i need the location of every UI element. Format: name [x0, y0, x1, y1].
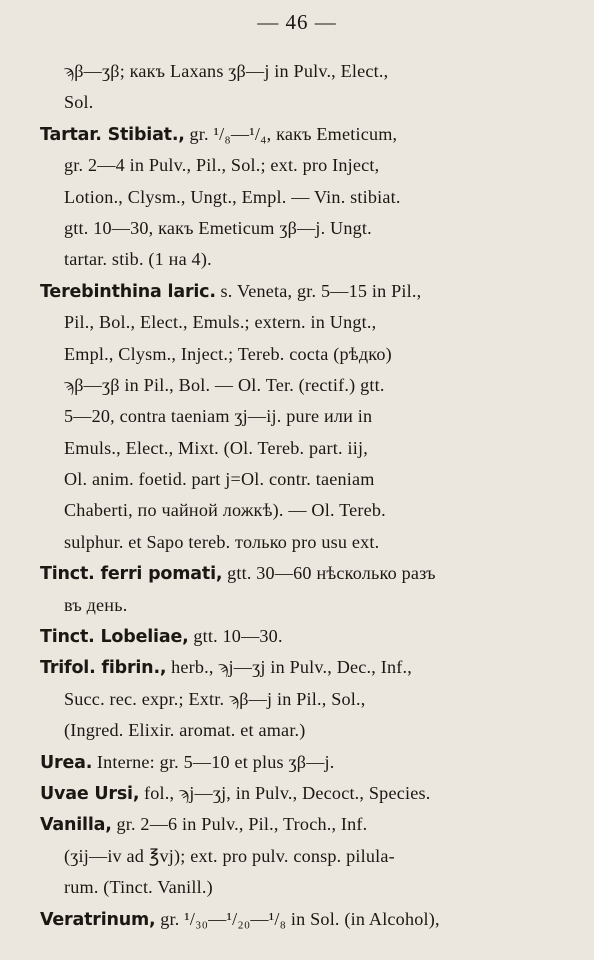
line-text: fol., ϡj—ʒj, in Pulv., Decoct., Species.: [139, 782, 431, 803]
line-text: Pil., Bol., Elect., Emuls.; extern. in Ungt.,: [64, 312, 377, 333]
line-text: Chaberti, по чайной ложкѣ). — Ol. Tereb.: [64, 500, 386, 521]
line-text: ϡβ—ʒβ; какъ Laxans ʒβ—j in Pulv., Elect.,: [64, 61, 389, 81]
line-text: gr. ¹/₃₀—¹/₂₀—¹/₈ in Sol. (in Alcohol),: [155, 908, 440, 929]
line-text: (Ingred. Elixir. aromat. et amar.): [64, 720, 306, 741]
entry-line: [0, 778, 594, 809]
text-line: [0, 841, 594, 872]
text-line: [0, 307, 594, 338]
text-block: [0, 56, 594, 935]
entry-line: [0, 276, 594, 307]
line-text: gtt. 10—30.: [188, 626, 283, 647]
text-line: [0, 213, 594, 244]
entry-line: [0, 621, 594, 652]
line-text: ϡβ—ʒβ in Pil., Bol. — Ol. Ter. (rectif.) gtt.: [64, 374, 385, 395]
line-text: въ день.: [64, 594, 128, 615]
text-line: [0, 370, 594, 401]
entry-headword: Trifol. fibrin.,: [40, 658, 167, 679]
entry-line: [0, 558, 594, 589]
entry-headword: Tinct. Lobeliae,: [40, 627, 189, 648]
line-text: gr. 2—4 in Pulv., Pil., Sol.; ext. pro Inject,: [64, 155, 380, 176]
text-line: [0, 182, 594, 213]
entry-line: [0, 747, 594, 778]
text-line: [0, 715, 594, 746]
text-line: [0, 464, 594, 495]
line-text: sulphur. et Sapo tereb. только pro usu ext.: [64, 531, 380, 552]
entry-line: [0, 119, 594, 150]
entry-headword: Urea.: [40, 752, 93, 773]
line-text: s. Veneta, gr. 5—15 in Pil.,: [215, 280, 422, 301]
entry-headword: Veratrinum,: [40, 909, 156, 930]
text-line: [0, 56, 594, 87]
line-text: (ʒij—iv ad ℥vj); ext. pro pulv. consp. pilula-: [64, 845, 395, 866]
line-text: gtt. 30—60 нѣсколько разъ: [222, 563, 436, 584]
text-line: [0, 433, 594, 464]
entry-headword: Terebinthina laric.: [40, 281, 216, 302]
line-text: 5—20, contra taeniam ʒj—ij. pure или in: [64, 406, 373, 427]
line-text: tartar. stib. (1 на 4).: [64, 249, 212, 270]
text-line: [0, 684, 594, 715]
text-line: [0, 401, 594, 432]
page-number: — 46 —: [257, 10, 337, 34]
line-text: Lotion., Clysm., Ungt., Empl. — Vin. stibiat.: [64, 186, 401, 207]
text-line: [0, 872, 594, 903]
line-text: Empl., Clysm., Inject.; Tereb. cocta (рѣдко): [64, 343, 392, 364]
entry-headword: Tartar. Stibiat.,: [40, 124, 185, 145]
line-text: gtt. 10—30, какъ Emeticum ʒβ—j. Ungt.: [64, 217, 372, 238]
text-line: [0, 527, 594, 558]
entry-line: [0, 904, 594, 935]
line-text: Interne: gr. 5—10 et plus ʒβ—j.: [92, 751, 335, 772]
text-line: [0, 244, 594, 275]
text-line: [0, 590, 594, 621]
line-text: rum. (Tinct. Vanill.): [64, 877, 213, 898]
entry-headword: Vanilla,: [40, 815, 112, 836]
entry-headword: Tinct. ferri pomati,: [40, 564, 223, 585]
text-line: [0, 339, 594, 370]
line-text: gr. ¹/₈—¹/₄, какъ Emeticum,: [184, 123, 398, 144]
line-text: Emuls., Elect., Mixt. (Ol. Tereb. part. iij,: [64, 437, 368, 458]
line-text: herb., ϡj—ʒj in Pulv., Dec., Inf.,: [166, 657, 412, 678]
line-text: gr. 2—6 in Pulv., Pil., Troch., Inf.: [111, 814, 368, 835]
line-text: Succ. rec. expr.; Extr. ϡβ—j in Pil., Sol.,: [64, 688, 366, 709]
text-line: [0, 150, 594, 181]
entry-headword: Uvae Ursi,: [40, 783, 140, 804]
entry-line: [0, 809, 594, 840]
line-text: Ol. anim. foetid. part j=Ol. contr. taeniam: [64, 469, 375, 490]
text-line: [0, 495, 594, 526]
entry-line: [0, 652, 594, 683]
text-line: [0, 87, 594, 118]
line-text: Sol.: [64, 92, 94, 113]
